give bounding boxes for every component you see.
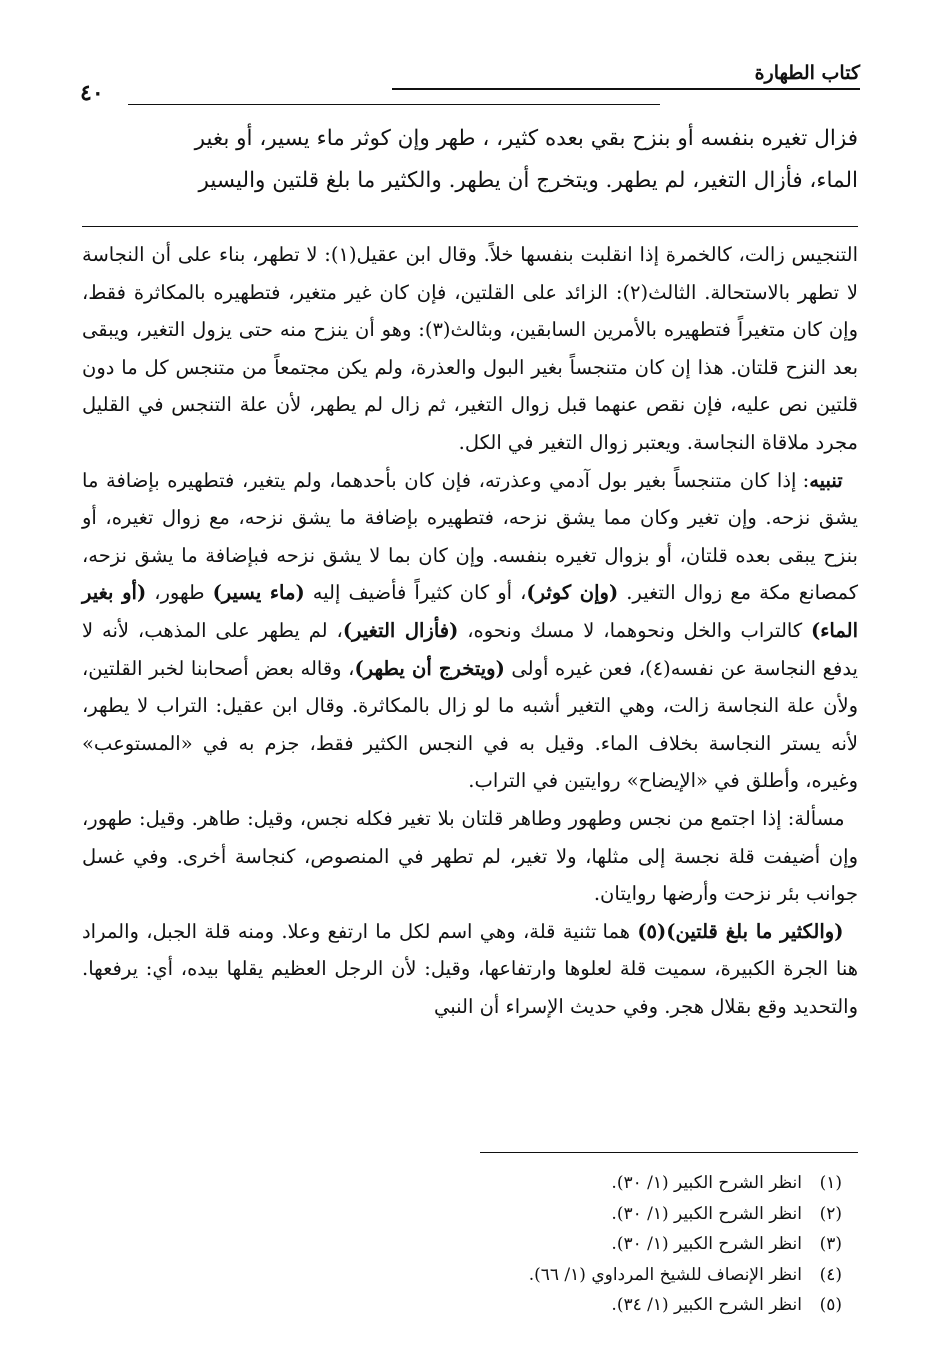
footnote-separator (480, 1152, 858, 1153)
matn-separator (82, 226, 858, 227)
quoted-matn: (وإن كوثر) (526, 581, 619, 605)
commentary-paragraph: (والكثير ما بلغ قلتين)(٥) هما تثنية قلة، وهي اسم لكل ما ارتفع وعلا. ومنه قلة الجبل، والمراد هنا الجرة الكبيرة، سميت قلة لعلوها وارتفاعها، وقيل: لأن الرجل العظيم يقلها بيده، أي: يرفعها. والتحديد وقع بقلال هجر. وفي حديث الإسراء أن النبي (82, 919, 858, 1018)
footnote-number: (٣) (819, 1234, 842, 1254)
footnote (120, 1199, 842, 1230)
matn-text (82, 118, 858, 202)
commentary-paragraph: التنجيس زالت، كالخمرة إذا انقلبت بنفسها خلاً. وقال ابن عقيل(١): لا تطهر، بناء على أن النجاسة لا تطهر بالاستحالة. الثالث(٢): الزائد على القلتين، فإن كان غير متغير، فتطهيره بالمكاثرة فقط، وإن كان متغيراً فتطهيره بالأمرين السابقين، وبثالث(٣): وهو أن ينزح منه حتى يزول التغير، ويبقى بعد النزح قلتان. هذا إن كان متنجساً بغير البول والعذرة، ولم يكن مجتمعاً من متنجس كل ما دون قلتين نص عليه، فإن نقص عنهما قبل زوال التغير، ثم زال لم يطهر، لأن علة التنجس في القليل مجرد ملاقاة النجاسة. ويعتبر زوال التغير في الكل. (82, 243, 859, 454)
page-number: ٤٠ (80, 80, 104, 106)
footnote-number: (٢) (819, 1203, 842, 1224)
footnote-number: (٤) (819, 1264, 842, 1285)
footnote-number: (٥) (819, 1295, 842, 1315)
footnote-text: انظر الشرح الكبير (١/ ٣٠). (611, 1203, 802, 1224)
footnote-text: انظر الشرح الكبير (١/ ٣٠). (611, 1173, 802, 1193)
note-term: تنبيه (809, 468, 843, 492)
quoted-matn: (أو بغير الماء) (82, 581, 859, 642)
commentary-paragraph: مسألة: إذا اجتمع من نجس وطهور وطاهر قلتان بلا تغير فكله نجس، وقيل: طاهر. وقيل: طهور، وإن أضيفت قلة نجسة إلى مثلها، ولا تغير، لم تطهر في المنصوص، كنجاسة أخرى. وفي غسل جوانب بئر نزحت وأرضها روايتان. (82, 806, 858, 906)
quoted-matn: (ماء يسير) (212, 581, 305, 605)
footnote (120, 1260, 842, 1291)
footnote-number: (١) (819, 1173, 842, 1193)
quoted-matn: (والكثير ما بلغ قلتين)(٥) (637, 919, 844, 943)
footnote (120, 1229, 842, 1260)
footnotes (120, 1168, 842, 1321)
quoted-matn: (فأزال التغير) (342, 618, 459, 642)
matn-line: فزال تغيره بنفسه أو بنزح بقي بعده كثير، ، طهر وإن كوثر ماء يسير، أو بغير (194, 126, 858, 151)
matn-line: الماء، فأزال التغير، لم يطهر. ويتخرج أن يطهر. والكثير ما بلغ قلتين واليسير (198, 168, 858, 193)
footnote-text: انظر الشرح الكبير (١/ ٣٤). (611, 1295, 802, 1315)
page-header (80, 58, 860, 108)
footnote (120, 1168, 842, 1199)
book-title: كتاب الطهارة (754, 62, 860, 84)
header-rule (392, 88, 860, 90)
footnote (120, 1290, 842, 1321)
header-underline (128, 104, 660, 105)
footnote-text: انظر الشرح الكبير (١/ ٣٠). (611, 1234, 802, 1254)
quoted-matn: (ويتخرج أن يطهر) (354, 656, 505, 680)
commentary-paragraph: تنبيه: إذا كان متنجساً بغير بول آدمي وعذرته، فإن كان بأحدهما، ولم يتغير، فتطهيره بإضافة ما يشق نزحه. وإن تغير وكان مما يشق نزحه، فتطهيره بإضافة ما يشق نزحه، مع زوال تغيره، أو بنزح يبقى بعده قلتان، أو بزوال تغيره بنفسه. وإن كان بما لا يشق نزحه فبإضافة ما يشق نزحه، كمصانع مكة مع زوال التغير. (وإن كوثر)، أو كان كثيراً فأضيف إليه (ماء يسير) طهور، (أو بغير الماء) كالتراب والخل ونحوهما، لا مسك ونحوه، (فأزال التغير)، لم يطهر على المذهب، لأنه لا يدفع النجاسة عن نفسه(٤)، فعن غيره أولى (ويتخرج أن يطهر)، وقاله بعض أصحابنا لخبر القلتين، ولأن علة النجاسة زالت، وهي التغير أشبه ما لو زال بالمكاثرة. وقال ابن عقيل: التراب لا يطهر، لأنه يستر النجاسة بخلاف الماء. وقيل به في النجس الكثير فقط، جزم به في «المستوعب» وغيره، وأطلق في «الإيضاح» روايتين في التراب. (82, 468, 859, 793)
commentary-text (82, 236, 858, 1025)
footnote-text: انظر الإنصاف للشيخ المرداوي (١/ ٦٦). (528, 1264, 802, 1285)
